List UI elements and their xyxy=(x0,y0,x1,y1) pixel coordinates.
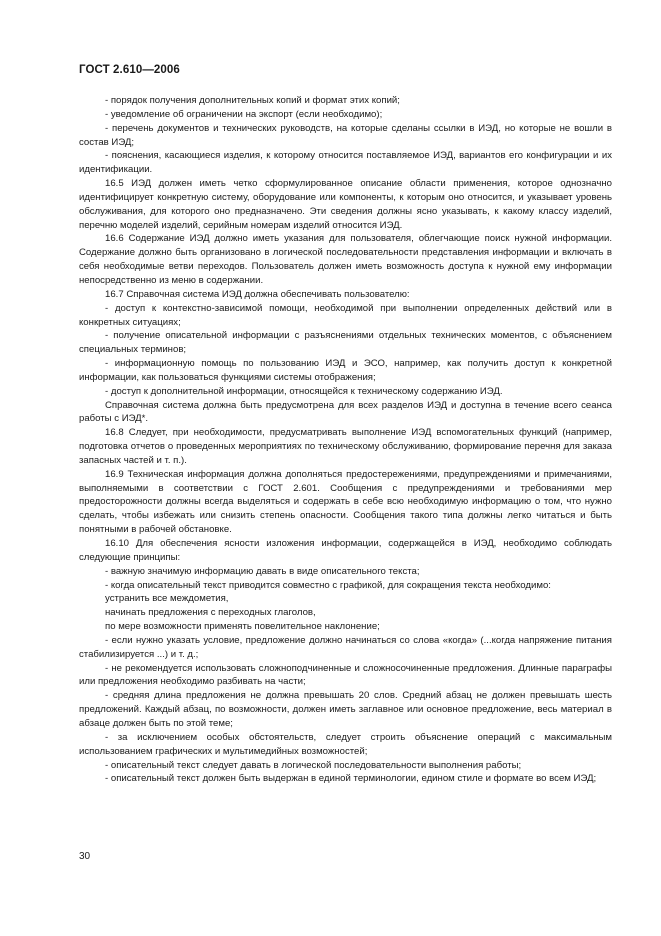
list-item: - средняя длина предложения не должна превышать 20 слов. Средний абзац не должен превышать шесть предложений. Каждый абзац, по возможности, должен иметь заглавное или основное предложение, весь материал в абзаце должен быть по этой теме; xyxy=(79,690,612,729)
list-item: - информационную помощь по пользованию ИЭД и ЭСО, например, как получить доступ к конкретной информации, как пользоваться функциями системы отображения; xyxy=(79,358,612,383)
clause-16-9: 16.9 Техническая информация должна дополняться предостережениями, предупреждениями и примечаниями, выполняемыми в соответствии с ГОСТ 2.601. Сообщения с предупреждениями и требованиями мер предосторожности должны всегда выделяться и содержать в себе всю необходимую информацию о том, что нужно сделать, чтобы избежать или снизить степень опасности. Сообщения такого типа должны легко читаться и быть понятными в рабочей обстановке. xyxy=(79,468,612,536)
help-system-note: Справочная система должна быть предусмотрена для всех разделов ИЭД и доступна в течение всего сеанса работы с ИЭД*. xyxy=(79,399,612,425)
clause-16-5: 16.5 ИЭД должен иметь четко сформулированное описание области применения, которое однозначно идентифицирует конкретную систему, оборудование или компоненты, к которым оно относится, и указывает уровень обслуживания, для которого оно предназначено. Эти сведения должны ясно указывать, к какому классу изделий, перечню моделей изделий, серийным номерам изделий относится ИЭД. xyxy=(79,178,612,231)
list-item: - важную значимую информацию давать в виде описательного текста; xyxy=(105,565,420,577)
list-item: - доступ к контекстно-зависимой помощи, необходимой при выполнении определенных действий или в конкретных ситуациях; xyxy=(79,302,612,328)
document-header: ГОСТ 2.610—2006 xyxy=(79,64,180,76)
list-item: - пояснения, касающиеся изделия, к которому относится поставляемое ИЭД, вариантов его конфигурации и их идентификации. xyxy=(79,150,612,176)
document-body xyxy=(79,94,612,786)
clause-16-10: 16.10 Для обеспечения ясности изложения информации, содержащейся в ИЭД, необходимо соблюдать следующие принципы: xyxy=(79,538,612,563)
clause-16-8: 16.8 Следует, при необходимости, предусматривать выполнение ИЭД вспомогательных функций (например, подготовка отчетов о проведенных мероприятиях по техническому обслуживанию, формирование перечня для заказа запасных частей и т. п.). xyxy=(79,427,612,466)
list-item: - когда описательный текст приводится совместно с графикой, для сокращения текста необходимо: xyxy=(105,579,551,591)
sub-item: устранить все междометия, xyxy=(105,593,229,605)
list-item: - описательный текст должен быть выдержан в единой терминологии, едином стиле и формате во всем ИЭД; xyxy=(105,773,597,785)
list-item: - доступ к дополнительной информации, относящейся к техническому содержанию ИЭД. xyxy=(105,385,503,397)
list-item: - если нужно указать условие, предложение должно начинаться со слова «когда» (...когда напряжение питания стабилизируется ...) и т. д.; xyxy=(79,634,612,660)
sub-item: начинать предложения с переходных глаголов, xyxy=(105,607,316,619)
list-item: - описательный текст следует давать в логической последовательности выполнения работы; xyxy=(105,759,522,771)
clause-16-7: 16.7 Справочная система ИЭД должна обеспечивать пользователю: xyxy=(105,288,410,300)
list-item: - уведомление об ограничении на экспорт (если необходимо); xyxy=(105,108,383,120)
clause-16-6: 16.6 Содержание ИЭД должно иметь указания для пользователя, облегчающие поиск нужной информации. Содержание должно быть организовано в логической последовательности представления информации и включать в себя необходимые ветви переходов. Пользователь должен иметь возможность доступа к нужной ему информации непосредственно из меню в содержании. xyxy=(79,233,612,286)
list-item: - перечень документов и технических руководств, на которые сделаны ссылки в ИЭД, но которые не вошли в состав ИЭД; xyxy=(79,122,612,148)
page-number: 30 xyxy=(79,851,91,862)
list-item: - получение описательной информации с разъяснениями отдельных технических моментов, с объяснением специальных терминов; xyxy=(79,330,612,356)
list-item: - за исключением особых обстоятельств, следует строить объяснение операций с максимальным использованием графических и мультимедийных возможностей; xyxy=(79,731,612,757)
sub-item: по мере возможности применять повелительное наклонение; xyxy=(105,621,380,633)
list-item: - порядок получения дополнительных копий и формат этих копий; xyxy=(105,95,400,106)
list-item: - не рекомендуется использовать сложноподчиненные и сложносочиненные предложения. Длинные параграфы или предложения необходимо разбивать на части; xyxy=(79,662,612,688)
